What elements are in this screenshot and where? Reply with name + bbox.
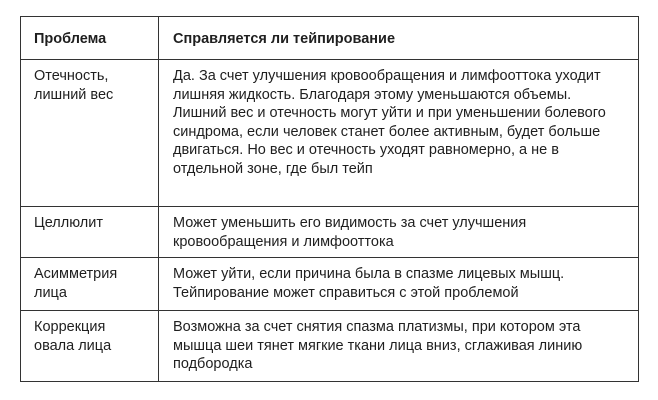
comparison-table: [21, 17, 638, 382]
header-problem: Проблема: [21, 17, 159, 60]
answer-cell: Может уйти, если причина была в спазме лицевых мышц. Тейпирование может справиться с этой проблемой: [159, 258, 639, 311]
answer-cell: Может уменьшить его видимость за счет улучшения кровообращения и лимфооттока: [159, 207, 639, 258]
answer-cell: [159, 60, 639, 207]
table-row: [21, 258, 638, 311]
table-header-row: [21, 17, 638, 60]
answer-paragraph: Лишний вес и отечность могут уйти и при уменьшении болевого синдрома, если человек станет более активным, будет больше двигаться. Но вес и отечность уходят равномерно, а не в отдельной зоне, где был тейп: [173, 105, 606, 177]
problem-cell: Отечность, лишний вес: [21, 60, 159, 207]
problem-cell: Асимметрия лица: [21, 258, 159, 311]
answer-paragraph: Да. За счет улучшения кровообращения и лимфооттока уходит лишняя жидкость. Благодаря этому уменьшаются объемы.: [173, 68, 601, 103]
problem-cell: Коррекция овала лица: [21, 311, 159, 382]
table-row: [21, 60, 638, 207]
table-row: [21, 311, 638, 382]
answer-cell: Возможна за счет снятия спазма платизмы, при котором эта мышца шеи тянет мягкие ткани лица вниз, сглаживая линию подбородка: [159, 311, 639, 382]
table-row: [21, 207, 638, 258]
problem-cell: Целлюлит: [21, 207, 159, 258]
header-taping: Справляется ли тейпирование: [159, 17, 639, 60]
taping-table: [20, 16, 639, 382]
